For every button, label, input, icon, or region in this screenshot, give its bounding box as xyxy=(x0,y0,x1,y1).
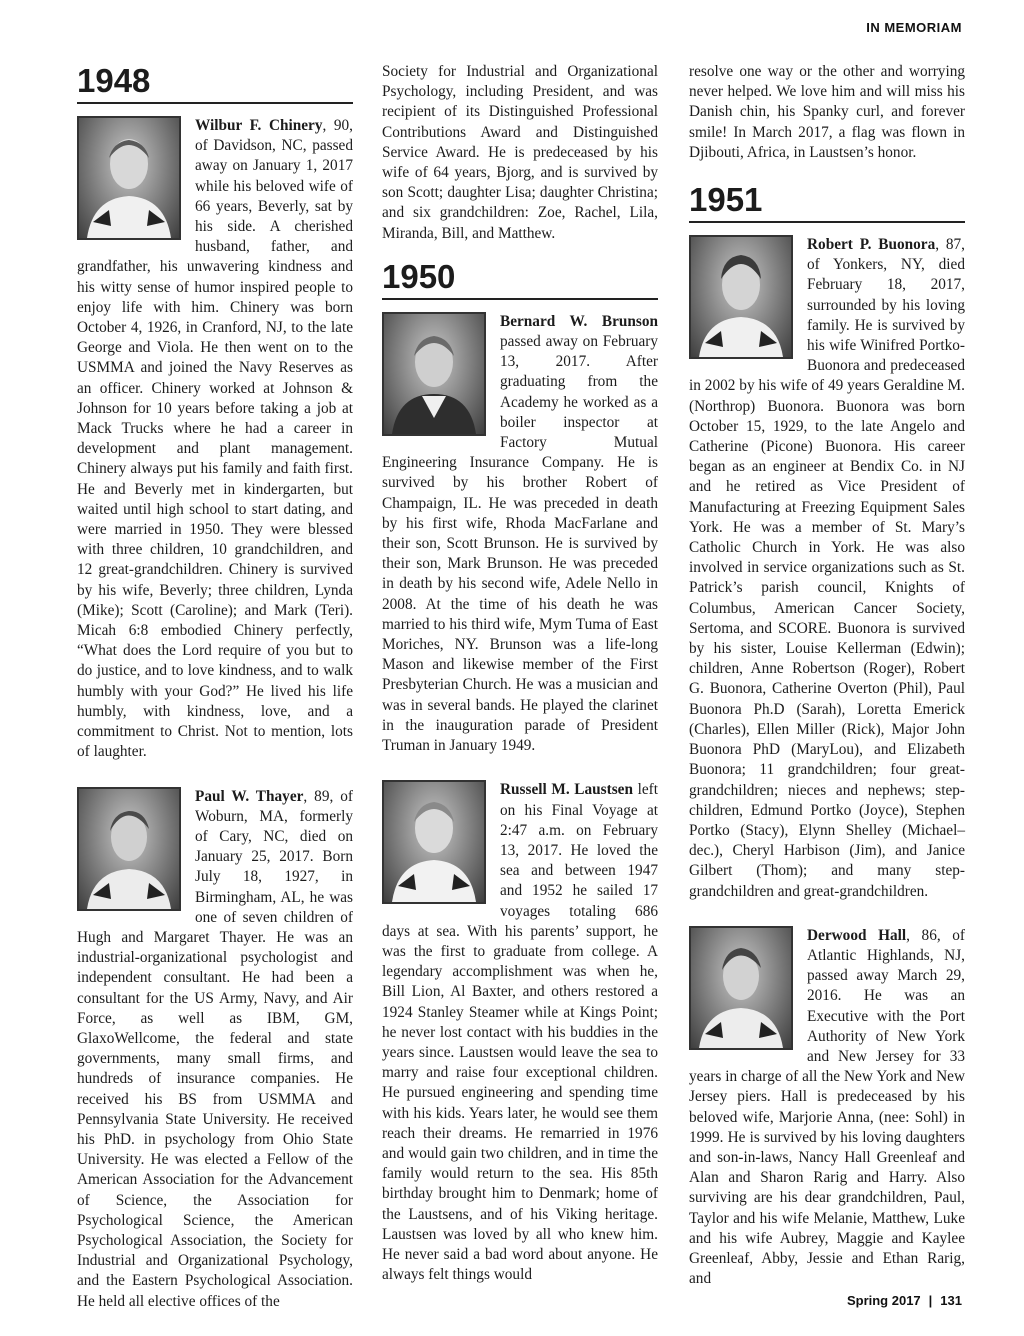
decedent-name: Wilbur F. Chinery xyxy=(195,117,323,134)
decedent-name: Bernard W. Brunson xyxy=(500,312,658,330)
obituary-thayer xyxy=(77,787,353,1312)
column-1 xyxy=(77,62,353,1336)
obituary-text: passed away on February 13, 2017. After graduating from the Academy he worked as a boiler inspector at Factory Mutual Engineering Insurance Company. He is survived by his brother Robert of Champaign, IL. He was preceded in death by his first wife, Rhoda MacFarlane and their son, Scott Brunson. He is survived by their son, Mark Brunson. He was preceded in death by his second wife, Adele Nello in 2008. At the time of his death he was married to his third wife, Mym Tuma of East Moriches, NY. Brunson was a life-long Mason and likewise member of the First Presbyterian Church. He was a musician and was in several bands. He played the clarinet in the inauguration parade of President Truman in January 1949. xyxy=(382,333,658,755)
decedent-name: Russell M. Laustsen xyxy=(500,781,633,799)
obituary-hall xyxy=(689,926,965,1290)
portrait-photo-laustsen xyxy=(382,780,486,904)
page-footer xyxy=(847,1293,962,1308)
year-heading-1948: 1948 xyxy=(77,62,353,104)
column-3 xyxy=(689,62,965,1313)
obituary-laustsen xyxy=(382,780,658,1285)
obituary-text: left on his Final Voyage at 2:47 a.m. on February 13, 2017. He loved the sea and between 1947 and 1952 he sailed 17 voyages totaling 686 days at sea. With his parents’ support, he was the first to graduate from college. A legendary accomplishment was when he, Bill Lion, Al Baxter, and others restored a 1924 Stanley Steamer while at Kings Point; he never lost contact with his buddies in the years since. Laustsen would leave the sea to marry and raise four exceptional children. He pursued engineering and spending time with his kids. Years later, he would see them reach their dreams. He remarried in 1976 and would gain two children, and in time the family would return to the sea. His 85th birthday brought him to Denmark; home of the Laustsens, and of his Viking heritage. Laustsen was loved by all who knew him. He never said a bad word about anyone. He always felt things would xyxy=(382,781,658,1284)
obituary-chinery xyxy=(77,116,353,763)
obituary-text: , 86, of Atlantic Highlands, NJ, passed away March 29, 2016. He was an Executive with the Port Authority of New York and New Jersey for 33 years in charge of all the New York and New Jersey piers. Hall is predeceased by his beloved wife, Marjorie Anna, (nee: Sohl) in 1999. He is survived by his loving daughters and son-in-laws, Nancy Hall Greenleaf and Alan and Sharon Rarig and Harry. Also surviving are his dear grandchildren, Paul, Taylor and his wife Melanie, Matthew, Luke and his wife Aubrey, Maggie and Kaylee Greenleaf, Abby, Jessie and Ethan Rarig, and xyxy=(689,926,965,1288)
obituary-thayer-continued: Society for Industrial and Organizational Psychology, including President, and was recipient of its Distinguished Professional Contributions Award and Distinguished Service Award. He is predeceased by his wife of 64 years, Bjorg, and is survived by son Scott; daughter Lisa; daughter Christina; and six grandchildren: Zoe, Rachel, Lila, Miranda, Bill, and Matthew. xyxy=(382,63,658,242)
portrait-photo-hall xyxy=(689,926,793,1050)
issue-label: Spring 2017 xyxy=(846,1293,921,1308)
year-heading-1950: 1950 xyxy=(382,258,658,300)
obituary-text: , 89, of Woburn, MA, formerly of Cary, NC, died on January 25, 2017. Born July 18, 1927, in Birmingham, AL, he was one of seven children of Hugh and Margaret Thayer. He was an industrial-organizational psychologist and independent consultant. He had been a consultant for the US Army, Navy, and Air Force, as well as IBM, GM, GlaxoWellcome, the federal and state governments, many small firms, and hundreds of insurance companies. He received his BS from USMMA and Pennsylvania State University. He received his PhD. in psychology from Ohio State University. He was elected a Fellow of the American Association for the Advancement of Science, the Association for Psychological Science, the American Psychological Association, the Society for Industrial and Organizational Psychology, and the Eastern Psychological Association. He held all elective offices of the xyxy=(77,787,353,1310)
obituary-laustsen-continued: resolve one way or the other and worrying never helped. We love him and will miss his Danish chin, his Spanky curl, and forever smile! In March 2017, a flag was flown in Djibouti, Africa, in Laustsen’s honor. xyxy=(689,63,965,161)
portrait-photo-brunson xyxy=(382,312,486,436)
portrait-photo-thayer xyxy=(77,787,181,911)
page-number: 131 xyxy=(940,1293,962,1308)
portrait-photo-buonora xyxy=(689,235,793,359)
obituary-buonora xyxy=(689,235,965,902)
portrait-photo-chinery xyxy=(77,116,181,240)
obituary-text: , 87, of Yonkers, NY, died February 18, 2017, surrounded by his loving family. He is survived by his wife Winifred Portko-Buonora and predeceased in 2002 by his wife of 49 years Geraldine M. (Northrop) Buonora. Buonora was born October 15, 1929, to the late Angelo and Catherine (Picone) Buonora. His career began as an engineer at Bendix Co. in NJ and he retired as Vice President of Manufacturing at Freezing Equipment Sales York. He was a member of St. Mary’s Catholic Church in York. He was also involved in service organizations such as St. Patrick’s parish council, Knights of Columbus, American Cancer Society, Sertoma, and SCORE. Buonora is survived by his sister, Louise Kellerman (Edwin); children, Anne Robertson (Roger), Robert G. Buonora, Catherine Overton (Phil), Paul Buonora Ph.D (Sarah), Loretta Emerick (Charles), Ellen Miller (Rick), Major John Buonora PhD (MaryLou), and Elizabeth Buonora; 11 grandchildren; four great-grandchildren; nieces and nephews; step-children, Edmund Portko (Joyce), Stephen Portko (Stacy), Elynn Shelley (Michael–dec.), Cheryl Harbison (Jim), and Janice Gilbert (Thom); and many step-grandchildren and great-grandchildren. xyxy=(689,236,965,900)
obituary-text: , 90, of Davidson, NC, passed away on January 1, 2017 while his beloved wife of 66 years, Beverly, sat by his side. A cherished husband, father, and grandfather, his unwavering kindness and his witty sense of humor inspired people to enjoy life with him. Chinery was born October 4, 1926, in Cranford, NJ, to the late George and Viola. He then went on to the USMMA and joined the Navy Reserves as an officer. Chinery worked at Johnson & Johnson for 10 years before taking a job at Mack Trucks where he had a career in development and plant management. Chinery always put his family and faith first. He and Beverly met in kindergarten, but waited until high school to start dating, and were married in 1950. They were blessed with three children, 10 grandchildren, and 12 great-grandchildren. Chinery is survived by his wife, Beverly; three children, Lynda (Mike); Scott (Caroline); and Mark (Teri). Micah 6:8 embodied Chinery perfectly, “What does the Lord require of you but to do justice, and to love kindness, and to walk humbly with your God?” He lived his life humbly, with kindness, love, and a commitment to Christ. Not to mention, lots of laughter. xyxy=(77,117,353,761)
decedent-name: Paul W. Thayer xyxy=(195,787,304,805)
year-heading-1951: 1951 xyxy=(689,181,965,223)
decedent-name: Derwood Hall xyxy=(807,926,907,944)
section-header: IN MEMORIAM xyxy=(866,20,962,35)
footer-separator: | xyxy=(928,1293,933,1308)
decedent-name: Robert P. Buonora xyxy=(807,236,936,254)
obituary-brunson xyxy=(382,312,658,756)
column-2 xyxy=(382,62,658,1309)
